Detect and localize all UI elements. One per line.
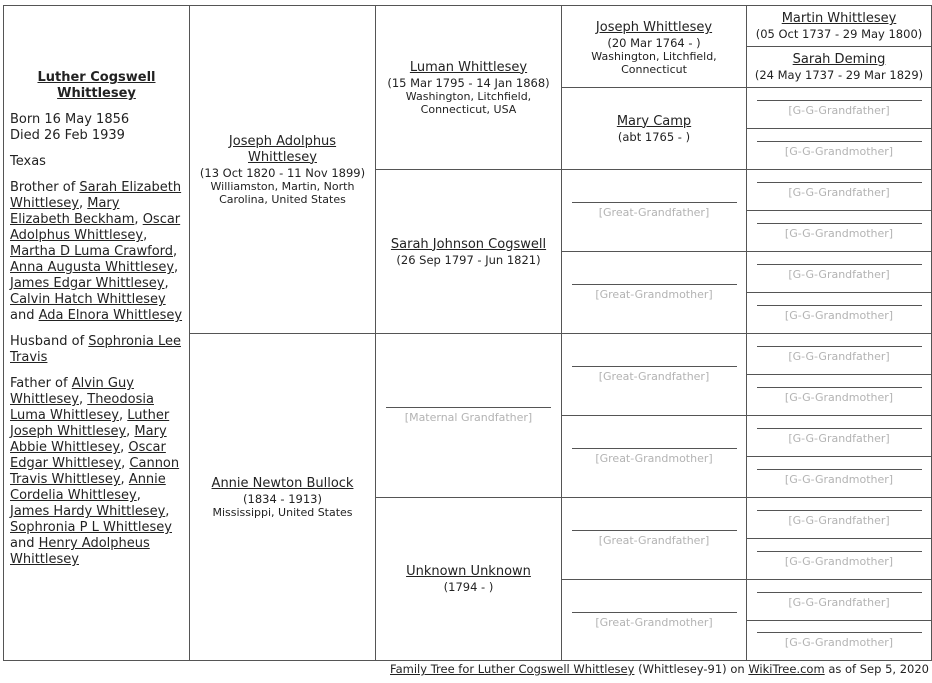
mother-cell <box>189 333 376 661</box>
spouse-line: Husband of Sophronia Lee Travis <box>10 334 181 365</box>
ggg-11-blank-line <box>757 428 922 429</box>
child-link[interactable]: Henry Adolpheus Whittlesey <box>10 536 150 567</box>
sibling-link[interactable]: Ada Elnora Whittlesey <box>38 308 183 323</box>
ggg-10-blank-line <box>757 387 922 388</box>
ggg-cell-4 <box>746 128 932 170</box>
ggg-9-blank-line <box>757 346 922 347</box>
ggg-8-placeholder: [G-G-Grandmother] <box>784 308 894 322</box>
ggg-cell-8 <box>746 292 932 334</box>
maternal-grandmother-cell <box>375 497 562 661</box>
gg-7-placeholder: [Great-Grandfather] <box>598 534 710 547</box>
gg-4-placeholder: [Great-Grandmother] <box>595 288 713 301</box>
ggg-4-blank-line <box>757 141 922 142</box>
mgm-dates: (1794 - ) <box>443 580 494 594</box>
mgf-blank-line <box>386 407 551 408</box>
child-link[interactable]: Mary Abbie Whittlesey <box>10 424 167 455</box>
gg-1-dates: (20 Mar 1764 - ) <box>607 36 701 50</box>
child-link[interactable]: Annie Cordelia Whittlesey <box>10 472 166 503</box>
ggg-cell-2 <box>746 46 932 88</box>
ggg-16-placeholder: [G-G-Grandmother] <box>784 636 894 649</box>
footer-site-link[interactable]: WikiTree.com <box>748 662 825 676</box>
gg-3-placeholder: [Great-Grandfather] <box>598 206 710 219</box>
pedigree-chart <box>3 5 932 661</box>
ggg-8-blank-line <box>757 305 922 306</box>
gg-6-placeholder: [Great-Grandmother] <box>595 452 713 465</box>
root-person-name-link[interactable]: Luther Cogswell Whittlesey <box>37 70 156 101</box>
root-born: Born 16 May 1856 <box>10 112 130 127</box>
mgm-name-link[interactable]: Unknown Unknown <box>406 564 531 579</box>
ggg-7-blank-line <box>757 264 922 265</box>
sibling-link[interactable]: James Edgar Whittlesey <box>10 276 165 291</box>
gg-4-blank-line <box>572 284 737 285</box>
gg-cell-7 <box>561 497 747 580</box>
ggg-cell-7 <box>746 251 932 293</box>
root-died: Died 26 Feb 1939 <box>10 128 125 143</box>
ggg-4-placeholder: [G-G-Grandmother] <box>784 144 894 158</box>
sibling-link[interactable]: Anna Augusta Whittlesey <box>10 260 175 275</box>
pgf-name-link[interactable]: Luman Whittlesey <box>409 59 528 75</box>
ggg-5-blank-line <box>757 182 922 183</box>
ggg-2-name-link[interactable]: Sarah Deming <box>792 52 886 67</box>
gg-5-placeholder: [Great-Grandfather] <box>598 370 710 383</box>
ggg-cell-6 <box>746 210 932 252</box>
pgm-dates: (26 Sep 1797 - Jun 1821) <box>396 252 541 267</box>
footer-id-text: (Whittlesey-91) on <box>634 662 749 676</box>
pgm-name-link[interactable]: Sarah Johnson Cogswell <box>390 236 547 252</box>
footer-tree-link[interactable]: Family Tree for Luther Cogswell Whittlesey <box>390 662 635 676</box>
ggg-cell-3 <box>746 87 932 129</box>
child-link[interactable]: James Hardy Whittlesey <box>10 504 166 519</box>
gg-3-blank-line <box>572 202 737 203</box>
ggg-5-placeholder: [G-G-Grandfather] <box>788 185 890 199</box>
sibling-link[interactable]: Mary Elizabeth Beckham <box>10 196 135 227</box>
father-name-link[interactable]: Joseph Adolphus Whittlesey <box>228 133 337 165</box>
gg-cell-2 <box>561 87 747 170</box>
ggg-cell-1 <box>746 5 932 47</box>
paternal-grandfather-cell <box>375 5 562 170</box>
ggg-cell-9 <box>746 333 932 375</box>
footer-date: as of Sep 5, 2020 <box>824 662 929 676</box>
father-cell <box>189 5 376 334</box>
sibling-link[interactable]: Calvin Hatch Whittlesey <box>10 292 166 307</box>
ggg-cell-13 <box>746 497 932 539</box>
child-link[interactable]: Luther Joseph Whittlesey <box>10 408 170 439</box>
ggg-15-blank-line <box>757 592 922 593</box>
gg-cell-3 <box>561 169 747 252</box>
gg-cell-5 <box>561 333 747 416</box>
child-link[interactable]: Sophronia P L Whittlesey <box>10 520 172 535</box>
gg-cell-1 <box>561 5 747 88</box>
ggg-6-placeholder: [G-G-Grandmother] <box>784 226 894 240</box>
ggg-12-blank-line <box>757 469 922 470</box>
gg-1-place: Washington, Litchfield, Connecticut <box>591 50 717 76</box>
father-place: Williamston, Martin, North Carolina, United States <box>210 179 355 206</box>
ggg-12-placeholder: [G-G-Grandmother] <box>784 472 894 486</box>
ggg-3-placeholder: [G-G-Grandfather] <box>788 103 890 117</box>
ggg-cell-10 <box>746 374 932 416</box>
father-dates: (13 Oct 1820 - 11 Nov 1899) <box>199 165 366 180</box>
ggg-10-placeholder: [G-G-Grandmother] <box>784 390 894 404</box>
sibling-link[interactable]: Martha D Luma Crawford <box>10 244 174 259</box>
ggg-3-blank-line <box>757 100 922 101</box>
gg-7-blank-line <box>572 530 737 531</box>
child-link[interactable]: Theodosia Luma Whittlesey <box>10 392 154 423</box>
ggg-9-placeholder: [G-G-Grandfather] <box>788 349 890 363</box>
gg-5-blank-line <box>572 366 737 367</box>
mother-place: Mississippi, United States <box>212 505 353 519</box>
child-link[interactable]: Oscar Edgar Whittlesey <box>10 440 166 471</box>
ggg-cell-14 <box>746 538 932 580</box>
mother-dates: (1834 - 1913) <box>243 491 322 506</box>
root-place: Texas <box>10 154 46 169</box>
child-link[interactable]: Alvin Guy Whittlesey <box>10 376 134 407</box>
ggg-1-name-link[interactable]: Martin Whittlesey <box>781 11 897 26</box>
maternal-grandfather-cell <box>375 333 562 498</box>
gg-cell-4 <box>561 251 747 334</box>
footer-credit <box>0 662 929 676</box>
paternal-grandmother-cell <box>375 169 562 334</box>
ggg-cell-11 <box>746 415 932 457</box>
ggg-15-placeholder: [G-G-Grandfather] <box>788 595 890 609</box>
gg-2-dates: (abt 1765 - ) <box>617 129 691 144</box>
gg-8-blank-line <box>572 612 737 613</box>
sibling-link[interactable]: Sarah Elizabeth Whittlesey <box>10 180 182 211</box>
ggg-14-placeholder: [G-G-Grandmother] <box>784 554 894 568</box>
siblings-list: Brother of Sarah Elizabeth Whittlesey, Mary Elizabeth Beckham, Oscar Adolphus Whittlesey, Martha D Luma Crawford, Anna Augusta Whittlesey, James Edgar Whittlesey, Calvin Hatch Whittlesey and Ada Elnora Whittlesey <box>10 180 183 323</box>
gg-1-name-link[interactable]: Joseph Whittlesey <box>595 20 713 35</box>
ggg-1-dates: (05 Oct 1737 - 29 May 1800) <box>755 27 923 41</box>
ggg-7-placeholder: [G-G-Grandfather] <box>788 267 890 281</box>
pgf-dates: (15 Mar 1795 - 14 Jan 1868) <box>387 75 550 90</box>
mother-name-link[interactable]: Annie Newton Bullock <box>211 475 354 491</box>
gg-2-name-link[interactable]: Mary Camp <box>616 113 692 129</box>
ggg-14-blank-line <box>757 551 922 552</box>
spouse-link[interactable]: Sophronia Lee Travis <box>10 334 181 365</box>
ggg-cell-16 <box>746 620 932 661</box>
pgf-place: Washington, Litchfield, Connecticut, USA <box>405 89 532 116</box>
ggg-2-dates: (24 May 1737 - 29 Mar 1829) <box>754 68 924 82</box>
ggg-13-placeholder: [G-G-Grandfather] <box>788 513 890 527</box>
ggg-16-blank-line <box>757 632 922 633</box>
root-person-panel <box>3 5 190 661</box>
gg-6-blank-line <box>572 448 737 449</box>
gg-cell-6 <box>561 415 747 498</box>
gg-8-placeholder: [Great-Grandmother] <box>595 615 713 629</box>
ggg-cell-15 <box>746 579 932 621</box>
mgf-placeholder: [Maternal Grandfather] <box>404 411 533 424</box>
child-link[interactable]: Cannon Travis Whittlesey <box>10 456 180 487</box>
children-list: Father of Alvin Guy Whittlesey, Theodosia Luma Whittlesey, Luther Joseph Whittlesey, Mary Abbie Whittlesey, Oscar Edgar Whittlesey, Cannon Travis Whittlesey, Annie Cordelia Whittlesey, James Hardy Whittlesey, Sophronia P L Whittlesey and Henry Adolpheus Whittlesey <box>10 376 180 567</box>
gg-cell-8 <box>561 579 747 661</box>
ggg-13-blank-line <box>757 510 922 511</box>
ggg-11-placeholder: [G-G-Grandfather] <box>788 431 890 445</box>
ggg-cell-5 <box>746 169 932 211</box>
sibling-link[interactable]: Oscar Adolphus Whittlesey <box>10 212 181 243</box>
ggg-6-blank-line <box>757 223 922 224</box>
ggg-cell-12 <box>746 456 932 498</box>
